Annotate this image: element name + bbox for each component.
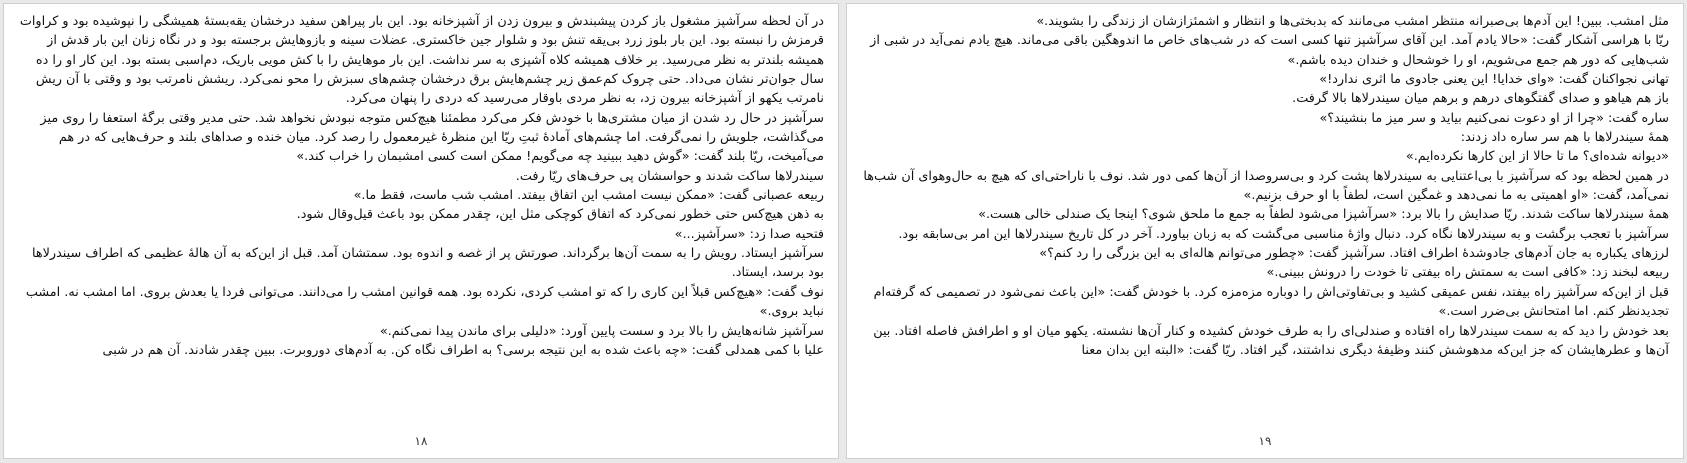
paragraph: در همین لحظه بود که سرآشپز با بی‌اعتنایی به سیندرلاها پشت کرد و بی‌سروصدا از آن‌ها کمی دور شد. نوف با ناراحتی‌ای که هیچ به حال‌وهوای آن شب‌ها نمی‌آمد، گفت: «او اهمیتی به ما نمی‌دهد و غمگین است، لطفاً با او حرف بزنیم.» xyxy=(863,168,1669,204)
page-number: ۱۸ xyxy=(414,434,428,448)
paragraph: سرآشپز شانه‌هایش را بالا برد و سست پایین آورد: «دلیلی برای ماندن پیدا نمی‌کنم.» xyxy=(379,323,824,339)
paragraph: نوف گفت: «هیچ‌کس قبلاً این کاری را که تو امشب کردی، نکرده بود. همه قوانین امشب را می‌دانند. می‌توانی فردا یا بعدش بروی. اما امشب نه. امشب نباید بروی.» xyxy=(25,284,824,320)
paragraph: همهٔ سیندرلاها ساکت شدند. ریّا صدایش را بالا برد: «سرآشپزا می‌شود لطفاً به جمع ما ملحق شوی؟ اینجا یک صندلی خالی هست.» xyxy=(978,207,1669,223)
paragraph: مثل امشب. ببین! این آدم‌ها بی‌صبرانه منتظر امشب می‌مانند که بدبختی‌ها و انتظار و اشمئزازشان از زندگی را بشویند.» xyxy=(1036,14,1669,29)
paragraph: ساره گفت: «چرا از او دعوت نمی‌کنیم بیاید و سر میز ما بنشیند؟» xyxy=(1319,110,1669,126)
paragraph: همهٔ سیندرلاها با هم سر ساره داد زدند: xyxy=(1460,130,1669,146)
page-19 xyxy=(846,3,1684,459)
paragraph: تهانی نجواکنان گفت: «وای خدایا! این یعنی جادوی ما اثری ندارد!» xyxy=(1319,72,1669,88)
paragraph: ربیعه عصبانی گفت: «ممکن نیست امشب این اتفاق بیفتد. امشب شب ماست، فقط ما.» xyxy=(353,188,824,204)
paragraph: سرآشپز با تعجب برگشت و به سیندرلاها نگاه کرد. دنبال واژهٔ مناسبی می‌گشت که به زبان بیاورد. آخر در کل تاریخ سیندرلاها این امر بی‌سابقه بود. لرزهای یکباره به جان آدم‌های جادوشدهٔ اطراف افتاد. سرآشپز گفت: «چطور می‌توانم هاله‌ای به این بزرگی را رد کنم؟» xyxy=(898,226,1669,262)
page-18-text xyxy=(18,12,824,360)
paragraph: ریّا با هراسی آشکار گفت: «حالا یادم آمد. این آقای سرآشپز تنها کسی است که در شب‌های خاص ما اندوهگین باقی می‌ماند. هیچ یادم نمی‌آید در شبی از شب‌هایی که دور هم جمع می‌شویم، او را خوشحال و خندان دیده باشم.» xyxy=(870,33,1669,68)
paragraph: سرآشپز ایستاد. رویش را به سمت آن‌ها برگرداند. صورتش پر از غصه و اندوه بود. سمتشان آمد. قبل از این‌که به آن هالهٔ عظیمی که اطراف سیندرلاها بود برسد، ایستاد. xyxy=(31,246,824,281)
paragraph: علیا با کمی همدلی گفت: «چه باعث شده به این نتیجه برسی؟ به اطراف نگاه کن. به آدم‌های دوروبرت. ببین چقدر شادند. آن هم در شبی xyxy=(102,342,824,358)
paragraph: قبل از این‌که سرآشپز راه بیفتد، نفس عمیقی کشید و بی‌تفاوتی‌اش را دوباره مزه‌مزه کرد. با خودش گفت: «این باعث نمی‌شود در تصمیمی که گرفته‌ام تجدیدنظر کنم. اما امتحانش بی‌ضرر است.» xyxy=(873,284,1669,320)
paragraph: فتحیه صدا زد: «سرآشپز...» xyxy=(674,226,824,242)
page-19-text xyxy=(861,12,1669,360)
paragraph: سیندرلاها ساکت شدند و حواسشان پی حرف‌های ریّا رفت. xyxy=(515,168,824,184)
paragraph: به ذهن هیچ‌کس حتی خطور نمی‌کرد که اتفاق کوچکی مثل این، چقدر ممکن بود باعث قیل‌وقال شود. xyxy=(296,207,824,223)
paragraph: بعد خودش را دید که به سمت سیندرلاها راه افتاده و صندلی‌ای را به طرف خودش کشیده و کنار آن‌ها نشسته. یکهو میان او و اطرافش فاصله افتاد. بین آن‌ها و عطرهایشان که جز این‌که مدهوشش کنند وظیفهٔ دیگری نداشتند، گیر افتاد. ریّا گفت: «البته این بدان معنا xyxy=(873,323,1669,358)
paragraph: در آن لحظه سرآشپز مشغول باز کردن پیشبندش و بیرون زدن از آشپزخانه بود. این بار پیراهن سفید درخشان یقه‌بستهٔ همیشگی را نپوشیده بود و کراوات قرمزش را نبسته بود. این بار بلوز زرد بی‌یقه تنش بود و شلوار جین خاکستری. عضلات سینه و بازوهایش برجسته بود و در نگاه زنان این بار قدش از همیشه بلندتر به نظر می‌رسید. بر خلاف همیشه کلاه آشپزی به سر نداشت. این بار موهایش را با کش مویی باریک، دم‌اسبی بسته بود. این کار او را ده سال جوان‌تر نشان می‌داد. حتی چروک کم‌عمق زیر چشم‌هایش برق درخشان چشم‌های سبزش را محو نمی‌کرد. ریشش نامرتب بود و وقتی با آن ریش نامرتب یکهو از آشپزخانه بیرون زد، به نظر مردی باوقار می‌رسید که دردی را پنهان می‌کرد. xyxy=(19,14,824,107)
page-number: ۱۹ xyxy=(1258,434,1272,448)
paragraph: ربیعه لبخند زد: «کافی است به سمتش راه بیفتی تا خودت را درونش ببینی.» xyxy=(1266,265,1669,281)
paragraph: سرآشپز در حال رد شدن از میان مشتری‌ها با خودش فکر می‌کرد مطمئنا هیچ‌کس متوجه نبودش نخواهد شد. حتی مدیر وقتی برگهٔ استعفا را روی میز می‌گذاشت، جلویش را نمی‌گرفت. اما چشم‌های آمادهٔ ثبتِ ریّا این منظرهٔ غیرمعمول را رصد کرد. میان خنده و صداهای بلند و حرف‌هایی که در هم می‌آمیخت، ریّا بلند گفت: «گوش دهید ببینید چه می‌گویم! ممکن است کسی امشبمان را خراب کند.» xyxy=(40,110,824,165)
page-18 xyxy=(3,3,839,459)
paragraph: «دیوانه شده‌ای؟ ما تا حالا از این کارها نکرده‌ایم.» xyxy=(1405,149,1669,165)
paragraph: باز هم هیاهو و صدای گفتگوهای درهم و برهم میان سیندرلاها بالا گرفت. xyxy=(1292,91,1669,107)
